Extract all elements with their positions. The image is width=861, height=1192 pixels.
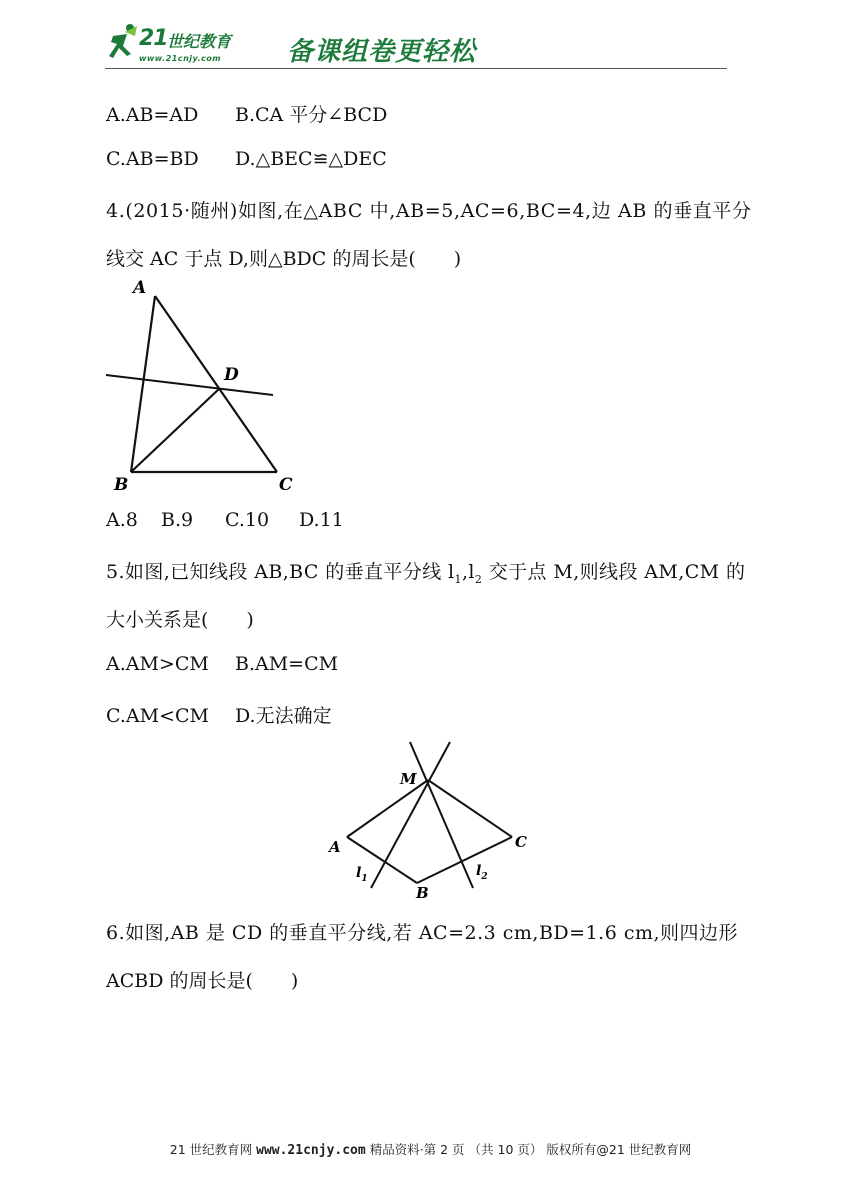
q5-option-b: B.AM=CM — [235, 653, 339, 675]
q5-stem-part-3: 交于点 M,则线段 AM,CM 的 — [482, 561, 746, 583]
q5-label-a: A — [329, 838, 341, 856]
q5-stem-part-2: ,l — [461, 561, 475, 583]
q6-stem-line-1: 6.如图,AB 是 CD 的垂直平分线,若 AC=2.3 cm,BD=1.6 cm,则四边形 — [106, 922, 739, 944]
q5-label-m: M — [400, 770, 417, 788]
q5-label-c: C — [515, 833, 527, 851]
logo-number: 21 — [139, 26, 168, 51]
q5-option-a: A.AM>CM — [106, 653, 209, 675]
q4-option-b: B.9 — [161, 509, 194, 531]
runner-logo-icon — [105, 22, 139, 64]
q3-option-a: A.AB=AD — [106, 104, 199, 126]
page-footer — [0, 1140, 861, 1158]
header-divider — [105, 68, 727, 69]
q5-stem-line-1 — [106, 557, 745, 586]
q3-option-d: D.△BEC≌△DEC — [235, 148, 387, 170]
q5-stem-part-1: 5.如图,已知线段 AB,BC 的垂直平分线 l — [106, 561, 455, 583]
q3-options-row-2 — [106, 148, 387, 170]
logo-url: www.21cnjy.com — [139, 54, 222, 63]
q4-label-c: C — [279, 475, 293, 495]
header-slogan: 备课组卷更轻松 — [287, 37, 477, 67]
q3-option-b: B.CA 平分∠BCD — [235, 104, 388, 126]
q4-label-b: B — [114, 475, 129, 495]
footer-rest: 精品资料·第 2 页 （共 10 页） 版权所有@21 世纪教育网 — [369, 1142, 692, 1157]
q6-stem-line-2: ACBD 的周长是( ) — [106, 970, 299, 992]
q5-label-b: B — [416, 884, 429, 902]
q4-label-d: D — [224, 365, 239, 385]
q4-options-row — [106, 509, 344, 531]
logo-name: 世纪教育 — [167, 32, 232, 51]
q4-stem-line-1: 4.(2015·随州)如图,在△ABC 中,AB=5,AC=6,BC=4,边 AB 的垂直平分 — [106, 200, 752, 222]
q5-options-row-1 — [106, 653, 338, 675]
footer-url[interactable]: www.21cnjy.com — [256, 1143, 366, 1158]
q4-stem-line-2: 线交 AC 于点 D,则△BDC 的周长是( ) — [106, 248, 462, 270]
q5-options-row-2 — [106, 701, 332, 728]
q4-label-a: A — [133, 278, 147, 298]
q4-option-c: C.10 — [225, 509, 270, 531]
q5-label-l1: $l_1$ — [356, 865, 368, 884]
q5-label-l2: $l_2$ — [476, 863, 488, 882]
q5-figure — [325, 738, 540, 904]
page-header — [105, 22, 727, 70]
q5-sub-2: 2 — [474, 572, 483, 586]
q5-stem-line-2: 大小关系是( ) — [106, 609, 254, 631]
q4-option-a: A.8 — [106, 509, 138, 531]
footer-site: 21 世纪教育网 — [169, 1142, 253, 1157]
q5-sub-1: 1 — [454, 572, 462, 586]
q4-figure — [100, 276, 293, 498]
q5-option-c: C.AM<CM — [106, 705, 209, 727]
q3-option-c: C.AB=BD — [106, 148, 199, 170]
q4-option-d: D.11 — [299, 509, 344, 531]
q5-option-d: D.无法确定 — [235, 705, 332, 727]
q3-options-row-1 — [106, 100, 387, 127]
